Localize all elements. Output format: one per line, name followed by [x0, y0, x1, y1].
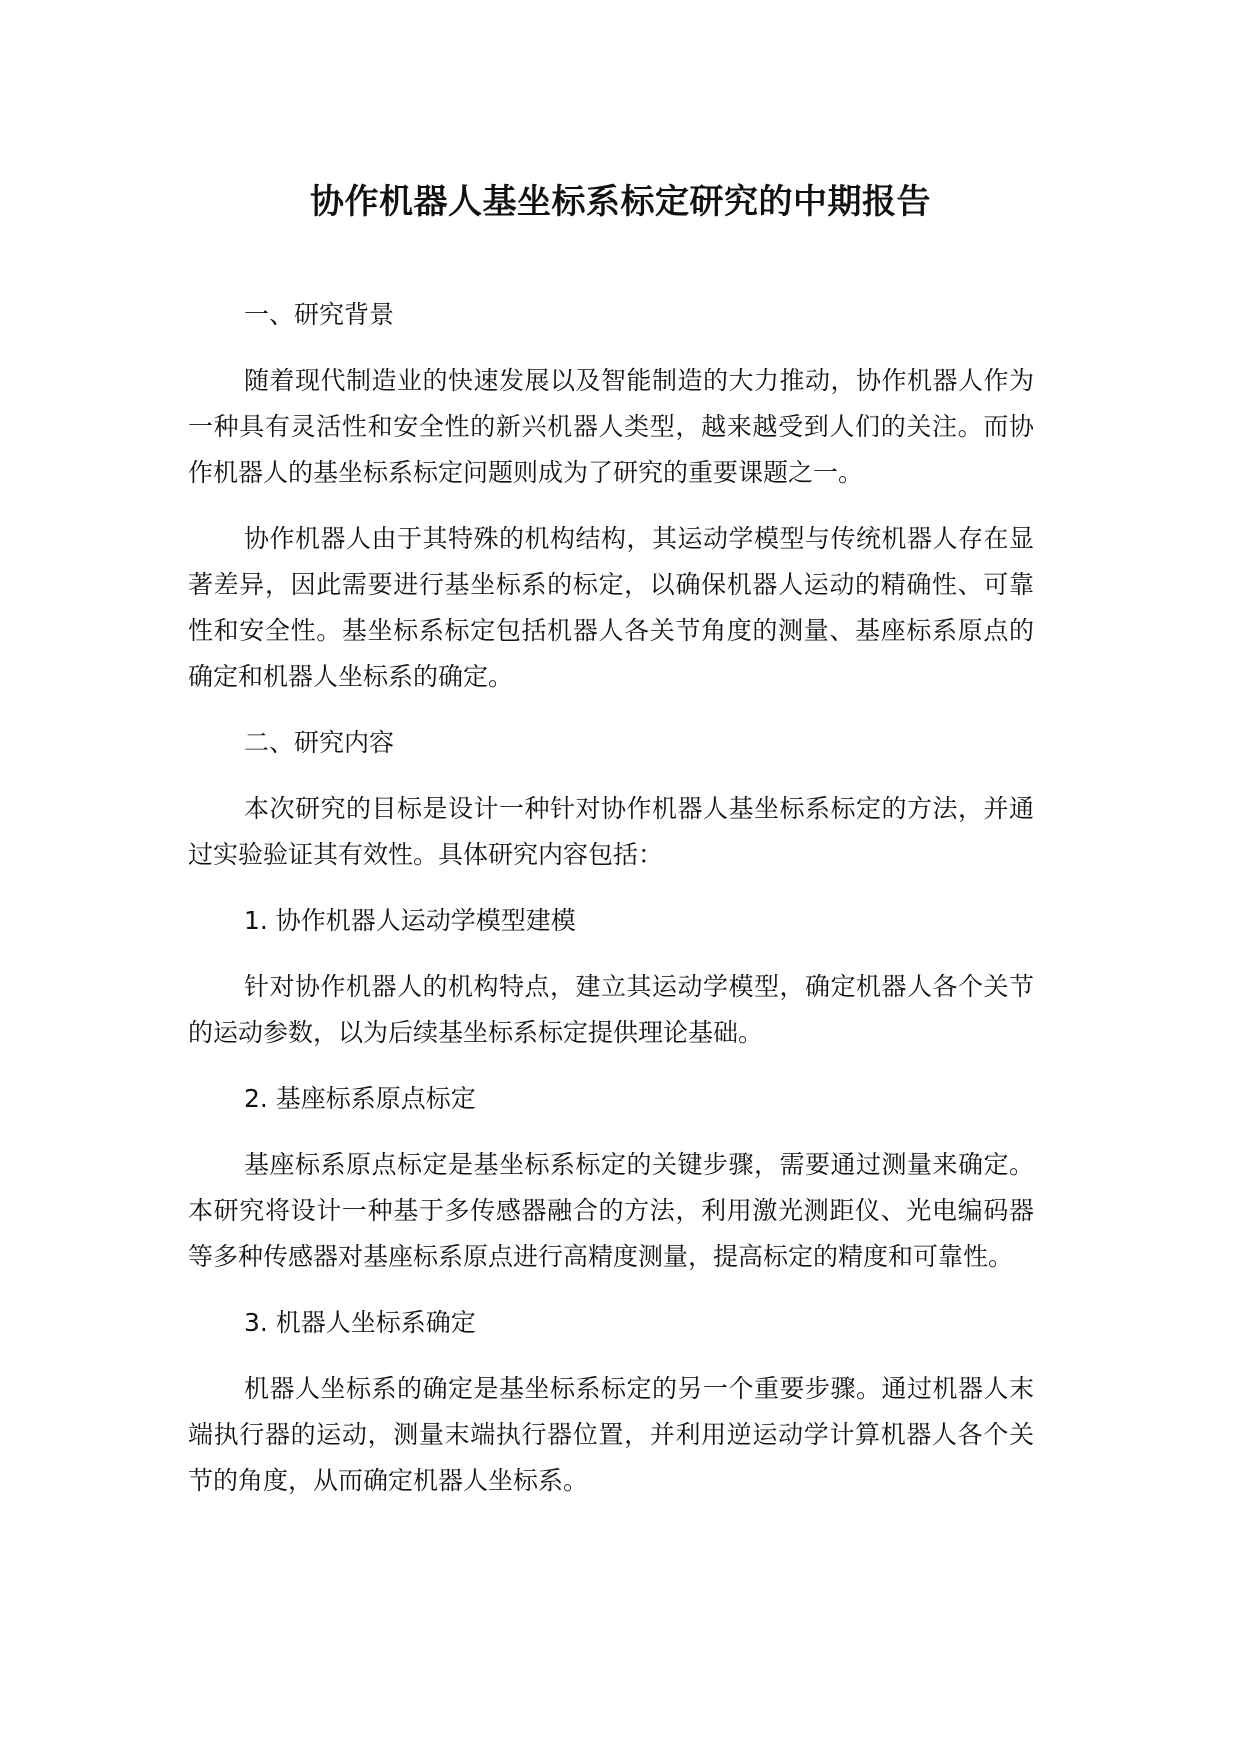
paragraph: 机器人坐标系的确定是基坐标系标定的另一个重要步骤。通过机器人末端执行器的运动，测量末端执行器位置，并利用逆运动学计算机器人各个关节的角度，从而确定机器人坐标系。	[188, 1374, 1034, 1495]
paragraph: 随着现代制造业的快速发展以及智能制造的大力推动，协作机器人作为一种具有灵活性和安全性的新兴机器人类型，越来越受到人们的关注。而协作机器人的基坐标系标定问题则成为了研究的重要课题之一。	[188, 366, 1034, 487]
section-heading-content: 二、研究内容	[244, 728, 395, 757]
subsection-heading-3: 3. 机器人坐标系确定	[244, 1308, 476, 1337]
paragraph: 本次研究的目标是设计一种针对协作机器人基坐标系标定的方法，并通过实验验证其有效性。具体研究内容包括：	[188, 794, 1034, 869]
subsection-heading-2: 2. 基座标系原点标定	[244, 1084, 476, 1113]
subsection-heading-1: 1. 协作机器人运动学模型建模	[244, 906, 576, 935]
paragraph: 针对协作机器人的机构特点，建立其运动学模型，确定机器人各个关节的运动参数，以为后续基坐标系标定提供理论基础。	[188, 972, 1034, 1047]
paragraph: 基座标系原点标定是基坐标系标定的关键步骤，需要通过测量来确定。本研究将设计一种基于多传感器融合的方法，利用激光测距仪、光电编码器等多种传感器对基座标系原点进行高精度测量，提高标定的精度和可靠性。	[188, 1150, 1034, 1271]
paragraph: 协作机器人由于其特殊的机构结构，其运动学模型与传统机器人存在显著差异，因此需要进行基坐标系的标定，以确保机器人运动的精确性、可靠性和安全性。基坐标系标定包括机器人各关节角度的测量、基座标系原点的确定和机器人坐标系的确定。	[188, 524, 1034, 691]
document-body	[188, 292, 1034, 1524]
document-title: 协作机器人基坐标系标定研究的中期报告	[310, 182, 931, 222]
section-heading-background: 一、研究背景	[244, 300, 395, 329]
